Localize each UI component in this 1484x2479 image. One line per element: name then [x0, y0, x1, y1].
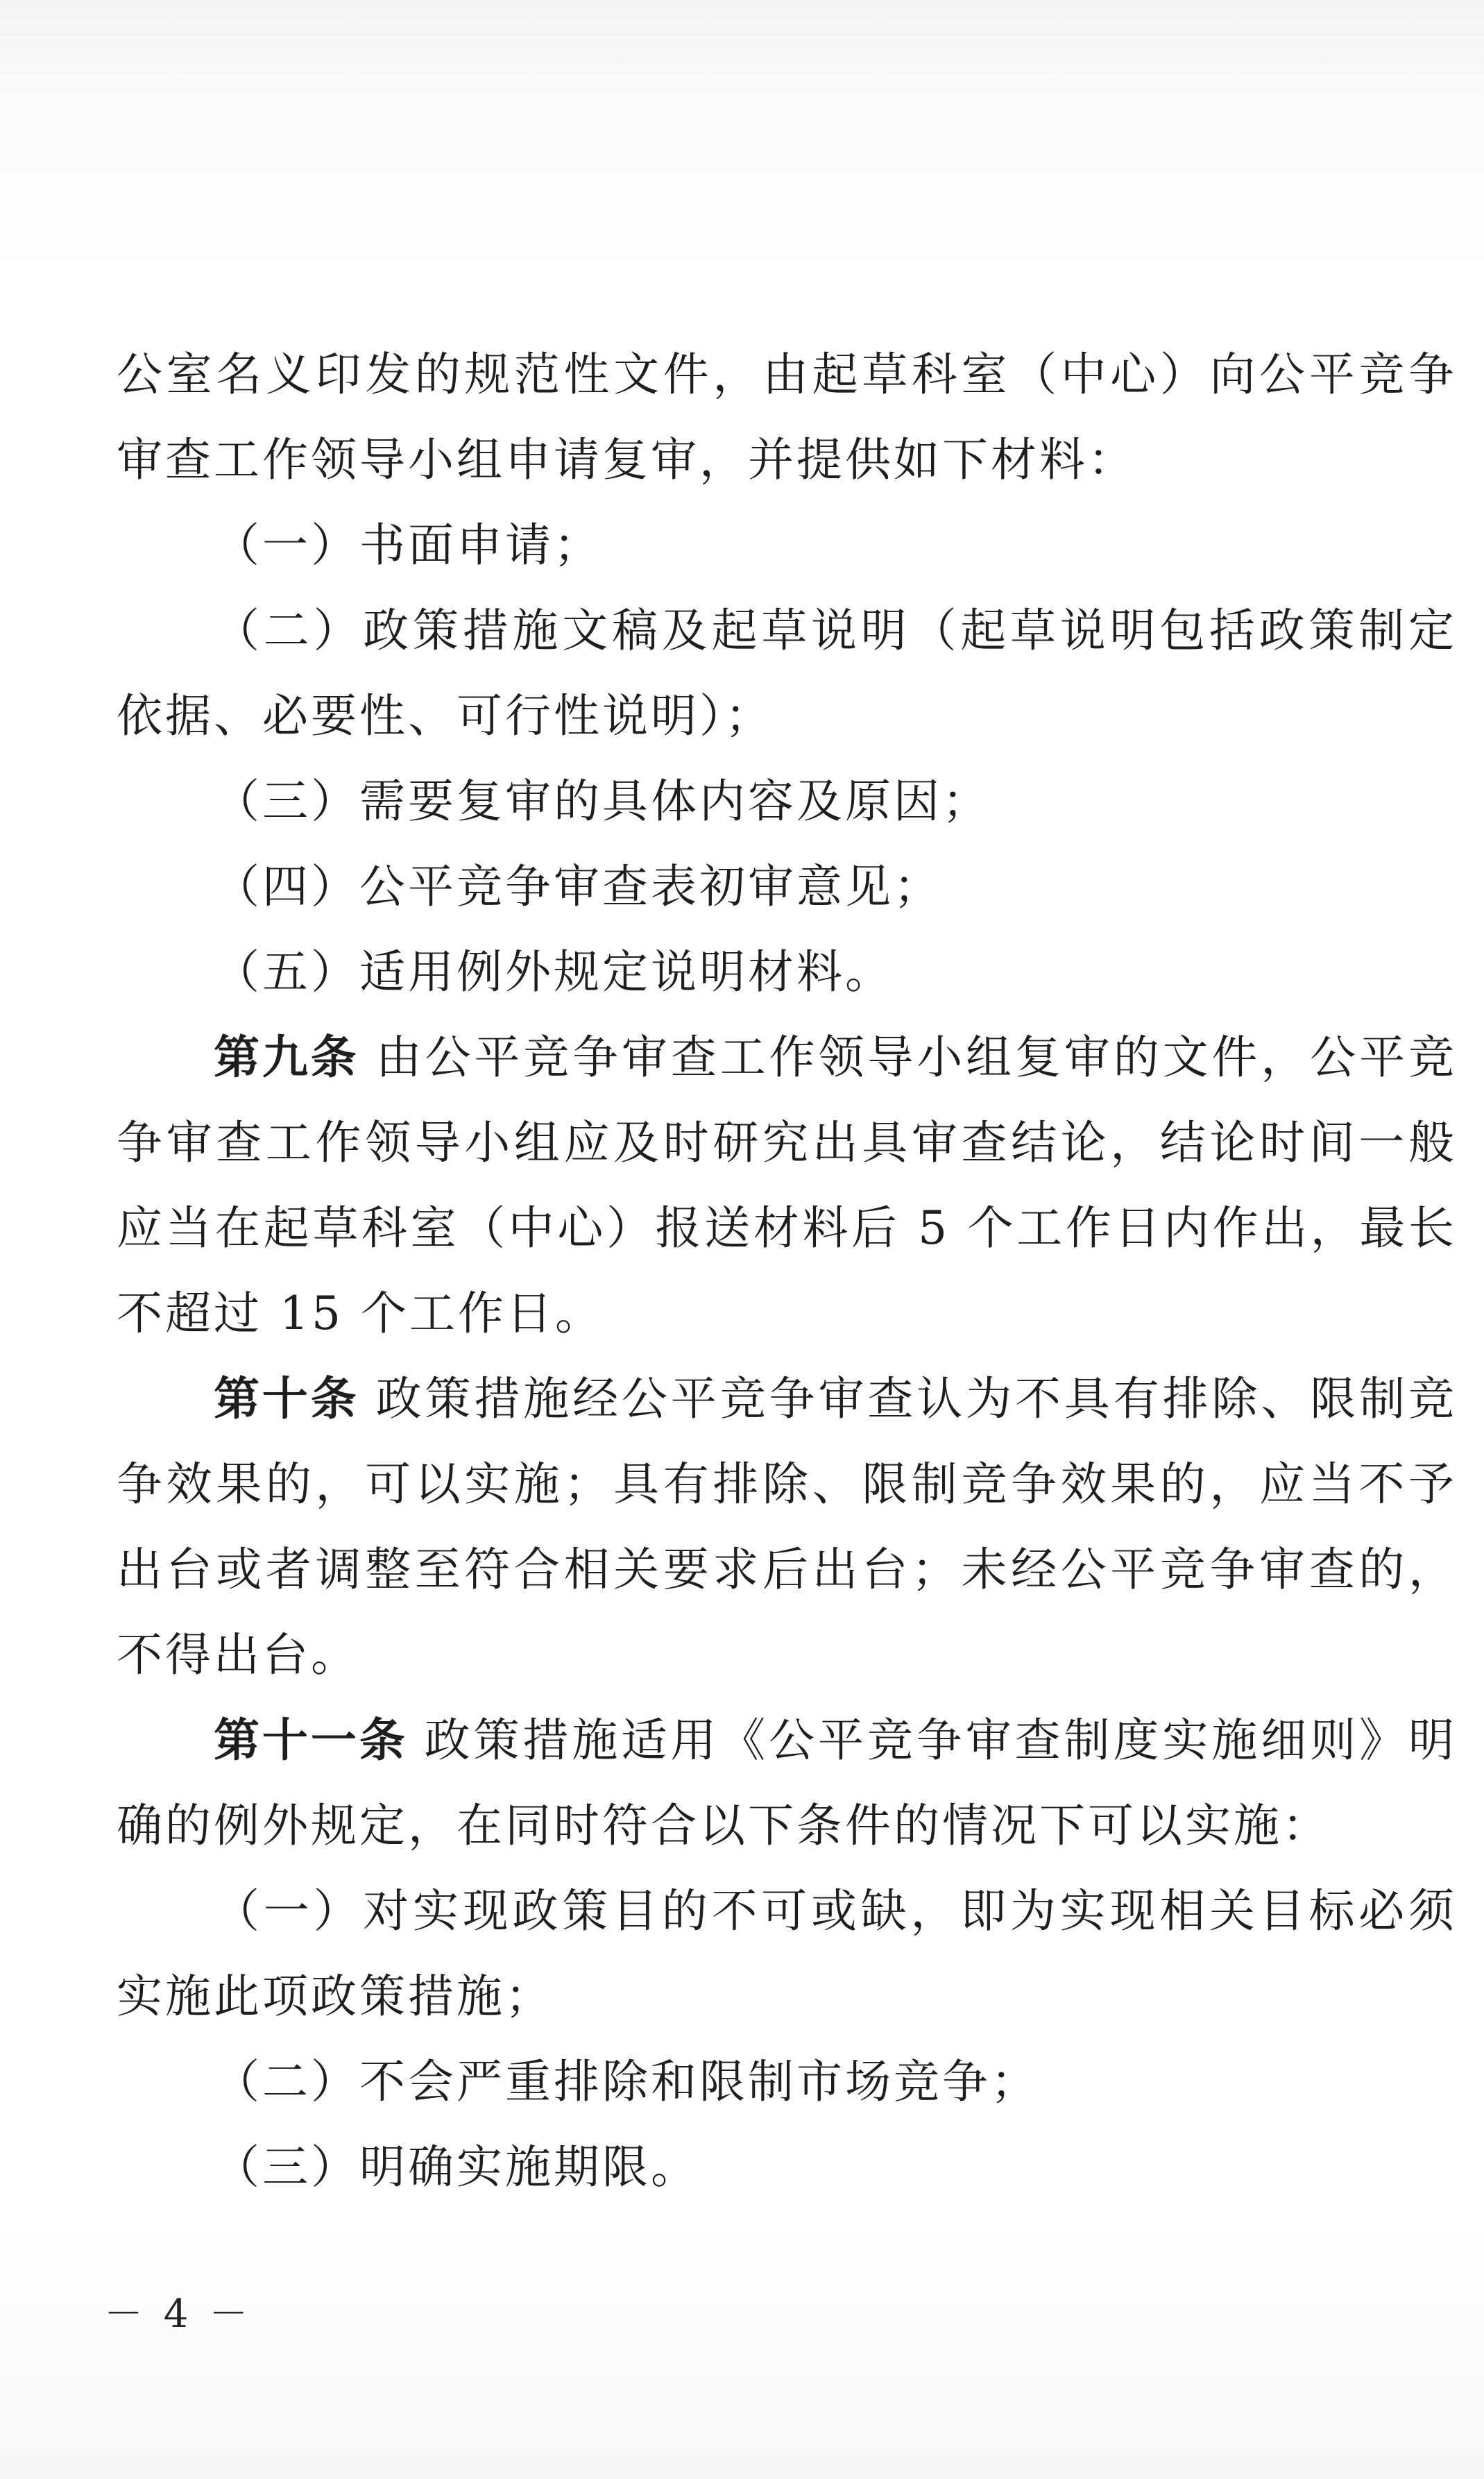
- article-10: [117, 1356, 1457, 1698]
- paragraph-text: （三）明确实施期限。: [214, 2140, 699, 2194]
- article-9: [117, 1015, 1457, 1356]
- list-item-4: [117, 844, 1457, 929]
- list-item-2: [117, 588, 1457, 759]
- paragraph-text: （一）对实现政策目的不可或缺，即为实现相关目标必须实施此项政策措施；: [117, 1884, 1457, 2023]
- list-item-3: [117, 759, 1457, 844]
- article-heading: 第十条: [214, 1372, 359, 1425]
- paragraph-text: （一）书面申请；: [214, 518, 602, 572]
- article-heading: 第十一条: [214, 1714, 408, 1767]
- paragraph-text: （二）政策措施文稿及起草说明（起草说明包括政策制定依据、必要性、可行性说明）；: [117, 604, 1457, 743]
- condition-item-3: [117, 2124, 1457, 2210]
- paragraph-text: （三）需要复审的具体内容及原因；: [214, 775, 991, 828]
- paragraph-text: 政策措施适用《公平竞争审查制度实施细则》明确的例外规定，在同时符合以下条件的情况下可以实施：: [117, 1714, 1458, 1852]
- paragraph-text: （四）公平竞争审查表初审意见；: [214, 860, 942, 913]
- page-number: － 4 －: [104, 2292, 253, 2337]
- paragraph-continuation: [117, 332, 1457, 502]
- list-item-5: [117, 929, 1457, 1015]
- paragraph-text: （二）不会严重排除和限制市场竞争；: [214, 2055, 1039, 2108]
- condition-item-2: [117, 2039, 1457, 2124]
- paragraph-text: 由公平竞争审查工作领导小组复审的文件，公平竞争审查工作领导小组应及时研究出具审查结论，结论时间一般应当在起草科室（中心）报送材料后 5 个工作日内作出，最长不超过 15 个工作日。: [117, 1031, 1457, 1340]
- document-body: [117, 332, 1457, 2210]
- list-item-1: [117, 502, 1457, 588]
- paragraph-text: 政策措施经公平竞争审查认为不具有排除、限制竞争效果的，可以实施；具有排除、限制竞争效果的，应当不予出台或者调整至符合相关要求后出台；未经公平竞争审查的，不得出台。: [117, 1372, 1457, 1682]
- paragraph-text: 公室名义印发的规范性文件，由起草科室（中心）向公平竞争审查工作领导小组申请复审，并提供如下材料：: [117, 348, 1457, 487]
- article-11: [117, 1698, 1457, 1868]
- article-heading: 第九条: [214, 1031, 359, 1084]
- condition-item-1: [117, 1868, 1457, 2039]
- paragraph-text: （五）适用例外规定说明材料。: [214, 945, 894, 999]
